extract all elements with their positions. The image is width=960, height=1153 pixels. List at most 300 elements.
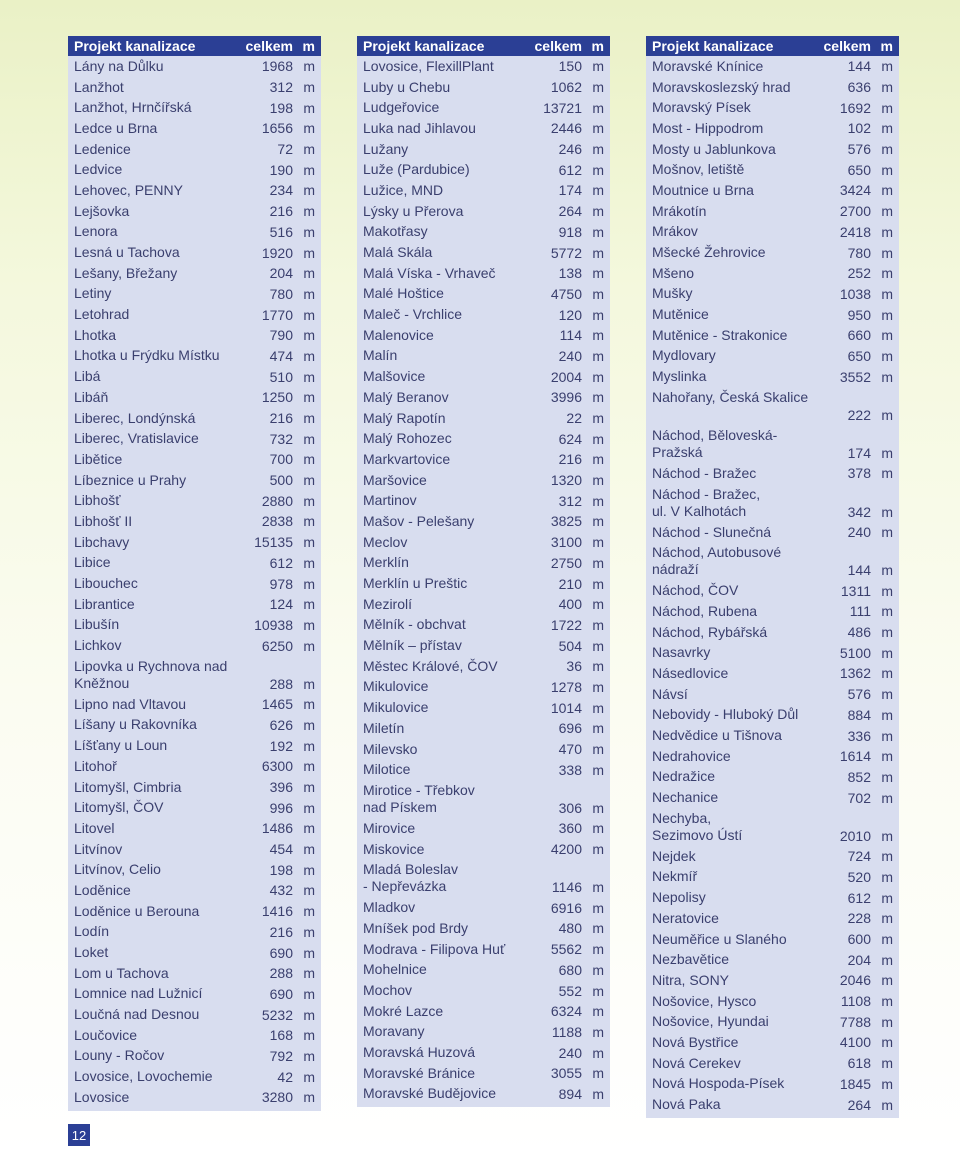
row-unit: m [303, 903, 315, 920]
table-row [357, 697, 610, 718]
table-row [646, 684, 899, 705]
header-total: celkem [534, 38, 582, 54]
row-unit: m [303, 244, 315, 261]
row-unit: m [881, 1096, 893, 1113]
row-value: 204 [269, 265, 293, 282]
row-unit: m [592, 347, 604, 364]
table-row [646, 77, 899, 98]
row-unit: m [303, 779, 315, 796]
row-unit: m [881, 465, 893, 482]
row-name: Mezirolí [363, 595, 413, 612]
row-value: 3996 [550, 389, 582, 406]
row-value: 204 [847, 951, 871, 968]
table-row [646, 622, 899, 643]
row-name: Lešany, Břežany [74, 264, 178, 281]
row-name: Mušky [652, 285, 693, 302]
row-name: Lenora [74, 223, 118, 240]
row-value: 4100 [839, 1034, 871, 1051]
row-name: Neuměřice u Slaného [652, 930, 787, 947]
row-value: 306 [558, 800, 582, 817]
table-row [68, 942, 321, 963]
row-name: Mirotice - Třebkov nad Pískem [363, 782, 475, 816]
row-unit: m [592, 161, 604, 178]
table-column-2 [357, 36, 610, 1107]
row-unit: m [881, 748, 893, 765]
row-unit: m [881, 223, 893, 240]
row-name: Lovosice, Lovochemie [74, 1068, 213, 1085]
row-unit: m [303, 513, 315, 530]
row-name: Malý Rapotín [363, 409, 446, 426]
row-unit: m [592, 472, 604, 489]
row-name: Maršovice [363, 471, 427, 488]
row-value: 216 [269, 410, 293, 427]
row-unit: m [592, 244, 604, 261]
row-unit: m [303, 223, 315, 240]
row-name: Lužany [363, 140, 409, 157]
table-row [646, 908, 899, 929]
row-name: Náchod, Rubena [652, 602, 758, 619]
row-name: Luka nad Jihlavou [363, 119, 476, 136]
row-value: 3280 [261, 1089, 293, 1106]
row-name: Moravská Huzová [363, 1044, 476, 1061]
row-unit: m [881, 972, 893, 989]
table-row [68, 428, 321, 449]
row-unit: m [592, 285, 604, 302]
table-row [646, 201, 899, 222]
table-row [646, 463, 899, 484]
row-unit: m [303, 554, 315, 571]
table-row [68, 963, 321, 984]
table-row [646, 242, 899, 263]
header-total: celkem [245, 38, 293, 54]
row-unit: m [592, 430, 604, 447]
row-unit: m [303, 141, 315, 158]
table-column-3 [646, 36, 899, 1118]
row-unit: m [881, 503, 893, 520]
row-unit: m [303, 596, 315, 613]
row-name: Líbeznice u Prahy [74, 471, 187, 488]
row-value: 1722 [550, 616, 582, 633]
row-name: Makotřasy [363, 223, 428, 240]
row-value: 454 [269, 841, 293, 858]
row-name: Moravany [363, 1023, 425, 1040]
row-value: 10938 [254, 616, 293, 633]
row-value: 790 [269, 327, 293, 344]
row-name: Libušín [74, 616, 120, 633]
table-row [68, 118, 321, 139]
table-row [646, 56, 899, 77]
row-value: 600 [847, 931, 871, 948]
row-name: Nová Paka [652, 1096, 721, 1113]
table-row [357, 428, 610, 449]
row-name: Meclov [363, 533, 408, 550]
table-row [68, 922, 321, 943]
row-unit: m [592, 596, 604, 613]
row-value: 576 [847, 686, 871, 703]
row-value: 732 [269, 430, 293, 447]
row-value: 474 [269, 347, 293, 364]
row-value: 3055 [550, 1065, 582, 1082]
table-row [646, 1032, 899, 1053]
row-unit: m [592, 1085, 604, 1102]
row-name: Mokré Lazce [363, 1002, 444, 1019]
row-value: 264 [847, 1096, 871, 1113]
row-name: Milotice [363, 761, 411, 778]
row-value: 192 [269, 737, 293, 754]
row-name: Ledvice [74, 161, 123, 178]
table-row [68, 553, 321, 574]
row-unit: m [592, 410, 604, 427]
row-unit: m [303, 1027, 315, 1044]
table-row [68, 1066, 321, 1087]
row-value: 552 [558, 982, 582, 999]
table-row [357, 97, 610, 118]
row-unit: m [881, 768, 893, 785]
row-name: Mělník – přístav [363, 637, 462, 654]
row-unit: m [881, 445, 893, 461]
row-value: 660 [847, 327, 871, 344]
table-row [68, 1025, 321, 1046]
row-unit: m [592, 658, 604, 675]
table-header [68, 36, 321, 56]
row-value: 696 [558, 720, 582, 737]
row-unit: m [881, 624, 893, 641]
table-row [357, 553, 610, 574]
table-row [357, 615, 610, 636]
row-name: Louny - Ročov [74, 1047, 165, 1064]
row-value: 6324 [550, 1003, 582, 1020]
row-value: 690 [269, 985, 293, 1002]
row-unit: m [303, 265, 315, 282]
row-name: Liberec, Londýnská [74, 409, 196, 426]
table-row [357, 780, 610, 818]
row-name: Moravské Budějovice [363, 1085, 497, 1102]
table-row [68, 366, 321, 387]
row-value: 1062 [550, 79, 582, 96]
table-row [357, 960, 610, 981]
row-value: 240 [558, 1044, 582, 1061]
row-unit: m [881, 79, 893, 96]
row-name: Lipovka u Rychnova nad Kněžnou [74, 657, 228, 691]
table-row [68, 656, 321, 694]
row-value: 1845 [839, 1075, 871, 1092]
row-name: Nasavrky [652, 644, 711, 661]
row-value: 338 [558, 761, 582, 778]
row-unit: m [881, 644, 893, 661]
row-value: 111 [849, 603, 871, 620]
table-row [646, 867, 899, 888]
row-value: 486 [847, 624, 871, 641]
table-row [68, 901, 321, 922]
row-unit: m [592, 761, 604, 778]
table-body [357, 56, 610, 1107]
table-row [68, 139, 321, 160]
table-row [357, 77, 610, 98]
table-row [357, 346, 610, 367]
table-row [68, 77, 321, 98]
table-row [646, 663, 899, 684]
table-row [357, 532, 610, 553]
row-unit: m [881, 368, 893, 385]
table-row [68, 1087, 321, 1108]
table-row [357, 635, 610, 656]
table-row [357, 1001, 610, 1022]
table-row [646, 263, 899, 284]
table-row [68, 346, 321, 367]
table-row [646, 284, 899, 305]
row-unit: m [303, 347, 315, 364]
row-unit: m [592, 182, 604, 199]
row-value: 5772 [550, 244, 582, 261]
row-name: Litomyšl, ČOV [74, 799, 164, 816]
row-value: 612 [558, 161, 582, 178]
table-row [646, 484, 899, 522]
row-unit: m [881, 306, 893, 323]
table-row [646, 159, 899, 180]
row-value: 1320 [550, 472, 582, 489]
row-value: 150 [558, 58, 582, 75]
row-value: 22 [566, 410, 582, 427]
row-name: Náchod - Bražec, ul. V Kalhotách [652, 485, 761, 519]
table-row [68, 159, 321, 180]
table-row [68, 615, 321, 636]
row-value: 234 [269, 182, 293, 199]
row-value: 510 [269, 368, 293, 385]
row-unit: m [881, 827, 893, 844]
row-name: Náchod, Autobusové nádraží [652, 544, 782, 578]
row-value: 636 [847, 79, 871, 96]
table-row [357, 1084, 610, 1105]
row-unit: m [303, 99, 315, 116]
table-row [646, 366, 899, 387]
row-value: 500 [269, 472, 293, 489]
row-unit: m [881, 327, 893, 344]
row-unit: m [881, 265, 893, 282]
table-row [357, 263, 610, 284]
row-name: Moravský Písek [652, 99, 751, 116]
row-name: Mníšek pod Brdy [363, 919, 469, 936]
table-row [68, 263, 321, 284]
row-value: 3552 [839, 368, 871, 385]
row-name: Mošnov, letiště [652, 161, 745, 178]
row-unit: m [592, 389, 604, 406]
table-row [357, 859, 610, 897]
row-value: 216 [558, 451, 582, 468]
row-name: Lom u Tachova [74, 964, 169, 981]
row-value: 2750 [550, 554, 582, 571]
row-name: Letiny [74, 285, 112, 302]
table-row [68, 573, 321, 594]
table-row [357, 449, 610, 470]
row-value: 36 [566, 658, 582, 675]
row-value: 216 [269, 923, 293, 940]
row-unit: m [881, 244, 893, 261]
row-value: 1146 [551, 879, 582, 896]
row-name: Nošovice, Hysco [652, 992, 757, 1009]
row-value: 7788 [839, 1013, 871, 1030]
table-row [646, 522, 899, 543]
row-name: Litovel [74, 819, 115, 836]
table-row [68, 880, 321, 901]
table-row [68, 511, 321, 532]
row-unit: m [303, 79, 315, 96]
table-row [646, 808, 899, 846]
row-value: 312 [558, 492, 582, 509]
row-unit: m [881, 120, 893, 137]
row-name: Mydlovary [652, 347, 716, 364]
table-row [357, 490, 610, 511]
row-value: 4200 [550, 841, 582, 858]
row-unit: m [303, 758, 315, 775]
row-unit: m [592, 99, 604, 116]
row-name: Mosty u Jablunkova [652, 140, 776, 157]
row-value: 246 [558, 141, 582, 158]
row-unit: m [303, 430, 315, 447]
row-value: 918 [558, 223, 582, 240]
row-unit: m [592, 1065, 604, 1082]
table-row [357, 180, 610, 201]
table-row [646, 139, 899, 160]
table-row [357, 159, 610, 180]
row-value: 432 [269, 882, 293, 899]
row-name: Loučovice [74, 1026, 138, 1043]
row-value: 1108 [840, 993, 871, 1010]
table-row [68, 284, 321, 305]
row-value: 114 [559, 327, 582, 344]
row-name: Libouchec [74, 575, 138, 592]
row-unit: m [592, 699, 604, 716]
row-name: Malšovice [363, 368, 426, 385]
row-name: Mochov [363, 982, 413, 999]
row-unit: m [592, 941, 604, 958]
table-row [646, 304, 899, 325]
row-unit: m [881, 1034, 893, 1051]
row-name: Miletín [363, 719, 405, 736]
row-value: 520 [847, 868, 871, 885]
row-name: Malý Beranov [363, 388, 449, 405]
table-row [68, 735, 321, 756]
table-row [357, 677, 610, 698]
row-value: 6250 [261, 637, 293, 654]
table-row [68, 818, 321, 839]
page-number: 12 [68, 1124, 90, 1146]
row-value: 342 [847, 503, 871, 520]
row-unit: m [303, 389, 315, 406]
row-value: 700 [269, 451, 293, 468]
table-row [646, 580, 899, 601]
row-value: 650 [847, 347, 871, 364]
row-unit: m [303, 120, 315, 137]
row-value: 2838 [261, 513, 293, 530]
table-row [68, 180, 321, 201]
row-value: 144 [847, 562, 871, 579]
row-unit: m [881, 868, 893, 885]
row-unit: m [592, 203, 604, 220]
row-unit: m [303, 737, 315, 754]
table-row [646, 887, 899, 908]
row-name: Městec Králové, ČOV [363, 657, 498, 674]
row-name: Lesná u Tachova [74, 244, 180, 261]
header-project: Projekt kanalizace [363, 37, 485, 54]
table-row [357, 939, 610, 960]
row-name: Moravskoslezský hrad [652, 78, 791, 95]
row-name: Nedrahovice [652, 747, 731, 764]
row-unit: m [592, 841, 604, 858]
row-value: 894 [558, 1085, 582, 1102]
table-row [357, 573, 610, 594]
row-value: 480 [558, 920, 582, 937]
row-unit: m [592, 451, 604, 468]
row-value: 792 [269, 1047, 293, 1064]
table-row [68, 325, 321, 346]
row-name: Malá Skála [363, 244, 433, 261]
row-unit: m [592, 899, 604, 916]
row-value: 1770 [261, 306, 293, 323]
row-unit: m [881, 141, 893, 158]
row-value: 222 [847, 407, 871, 423]
row-unit: m [303, 799, 315, 816]
row-unit: m [303, 965, 315, 982]
header-project: Projekt kanalizace [74, 37, 196, 54]
row-name: Lhotka u Frýdku Místku [74, 347, 220, 364]
row-value: 102 [847, 120, 871, 137]
table-row [357, 222, 610, 243]
row-value: 2004 [550, 368, 582, 385]
row-name: Mohelnice [363, 961, 427, 978]
row-name: Lány na Důlku [74, 57, 164, 74]
row-value: 1188 [551, 1023, 582, 1040]
row-name: Libětice [74, 450, 123, 467]
table-row [68, 387, 321, 408]
row-unit: m [881, 603, 893, 620]
row-value: 4750 [550, 285, 582, 302]
table-row [646, 346, 899, 367]
row-value: 6916 [550, 899, 582, 916]
row-value: 15135 [254, 534, 293, 551]
row-name: Nechyba, Sezimovo Ústí [652, 809, 743, 843]
row-value: 1014 [550, 699, 582, 716]
row-value: 120 [558, 306, 582, 323]
row-name: Náchod - Bražec [652, 464, 757, 481]
row-unit: m [592, 58, 604, 75]
row-name: Libhošť [74, 492, 121, 509]
row-name: Mšecké Žehrovice [652, 244, 766, 261]
row-value: 228 [847, 910, 871, 927]
row-value: 6300 [261, 758, 293, 775]
row-unit: m [303, 58, 315, 75]
table-row [646, 325, 899, 346]
row-value: 42 [277, 1068, 293, 1085]
row-name: Líšťany u Loun [74, 737, 168, 754]
row-unit: m [881, 1075, 893, 1092]
row-name: Moravské Bránice [363, 1064, 476, 1081]
table-row [646, 846, 899, 867]
row-name: Mělník - obchvat [363, 616, 466, 633]
row-unit: m [592, 678, 604, 695]
table-row [68, 304, 321, 325]
row-unit: m [592, 79, 604, 96]
row-name: Moutnice u Brna [652, 181, 754, 198]
row-name: Loket [74, 944, 109, 961]
row-unit: m [592, 820, 604, 837]
row-unit: m [303, 923, 315, 940]
row-value: 252 [847, 265, 871, 282]
table-row [357, 366, 610, 387]
table-row [646, 970, 899, 991]
table-row [357, 918, 610, 939]
row-value: 1614 [839, 748, 871, 765]
row-unit: m [303, 882, 315, 899]
